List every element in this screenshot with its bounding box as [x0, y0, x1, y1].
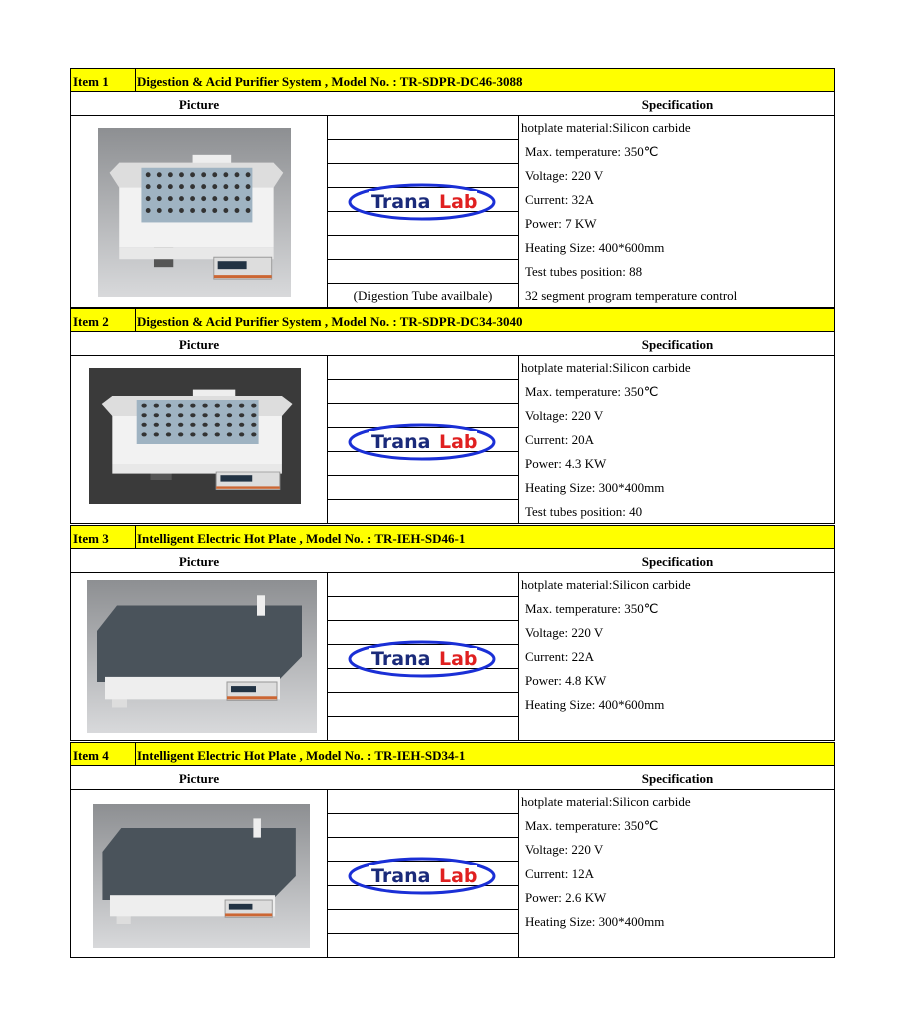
- divider: [135, 69, 136, 91]
- middle-cell: [328, 380, 518, 404]
- tranalab-logo: [347, 856, 497, 896]
- spec-line: Test tubes position: 40: [525, 504, 643, 519]
- item-body: [70, 116, 835, 308]
- item-header: [70, 525, 835, 549]
- spec-line: Power: 2.6 KW: [525, 890, 607, 905]
- picture-header: Picture: [178, 337, 220, 352]
- svg-text:Trana: Trana: [371, 648, 431, 670]
- middle-cell: [328, 116, 518, 140]
- item-number: Item 4: [73, 748, 109, 763]
- tranalab-logo: [347, 182, 497, 222]
- svg-text:Trana: Trana: [371, 191, 431, 213]
- spec-line: Test tubes position: 88: [525, 264, 643, 279]
- spec-line: Voltage: 220 V: [525, 408, 604, 423]
- middle-cell: [328, 693, 518, 717]
- middle-cell: [328, 236, 518, 260]
- item-number: Item 2: [73, 314, 109, 329]
- item-title: Digestion & Acid Purifier System , Model No. : TR-SDPR-DC34-3040: [137, 314, 523, 329]
- spec-line: Current: 32A: [525, 192, 594, 207]
- middle-cell: [328, 500, 518, 524]
- spec-line: Power: 4.8 KW: [525, 673, 607, 688]
- spec-line: Current: 12A: [525, 866, 594, 881]
- spec-line: Power: 7 KW: [525, 216, 597, 231]
- product-photo: [98, 128, 291, 297]
- svg-text:Trana: Trana: [371, 865, 431, 887]
- svg-text:Lab: Lab: [439, 648, 478, 670]
- column-headers: [70, 332, 835, 356]
- item-number: Item 1: [73, 74, 109, 89]
- spec-line: Current: 20A: [525, 432, 594, 447]
- spec-line: Heating Size: 300*400mm: [525, 480, 665, 495]
- middle-cell: [328, 934, 518, 958]
- middle-cell: [328, 717, 518, 741]
- column-headers: [70, 549, 835, 573]
- tranalab-logo: [347, 422, 497, 462]
- product-photo: [89, 368, 301, 504]
- specification-header: Specification: [641, 771, 714, 786]
- spec-line: Voltage: 220 V: [525, 625, 604, 640]
- spec-line: Max. temperature: 350℃: [525, 384, 659, 399]
- specification-header: Specification: [641, 97, 714, 112]
- product-photo: [93, 804, 310, 948]
- spec-line: Current: 22A: [525, 649, 594, 664]
- spec-line: Voltage: 220 V: [525, 842, 604, 857]
- spec-line: hotplate material:Silicon carbide: [521, 794, 691, 809]
- item-body: [70, 356, 835, 524]
- spec-line: hotplate material:Silicon carbide: [521, 360, 691, 375]
- column-headers: [70, 766, 835, 790]
- item-body: [70, 573, 835, 741]
- divider: [135, 526, 136, 548]
- divider: [135, 309, 136, 331]
- spec-line: Heating Size: 400*600mm: [525, 240, 665, 255]
- spec-line: Max. temperature: 350℃: [525, 818, 659, 833]
- spec-line: Heating Size: 300*400mm: [525, 914, 665, 929]
- spec-line: Max. temperature: 350℃: [525, 144, 659, 159]
- spec-line: Max. temperature: 350℃: [525, 601, 659, 616]
- middle-cell: [328, 140, 518, 164]
- specification-header: Specification: [641, 337, 714, 352]
- middle-cell: [328, 573, 518, 597]
- spec-line: Heating Size: 400*600mm: [525, 697, 665, 712]
- middle-cell: [328, 260, 518, 284]
- spec-line: Power: 4.3 KW: [525, 456, 607, 471]
- svg-text:Trana: Trana: [371, 431, 431, 453]
- product-photo: [87, 580, 317, 733]
- svg-text:Lab: Lab: [439, 865, 478, 887]
- item-title: Intelligent Electric Hot Plate , Model No. : TR-IEH-SD46-1: [137, 531, 466, 546]
- tube-note: (Digestion Tube availbale): [353, 288, 493, 303]
- middle-cell: [328, 356, 518, 380]
- picture-header: Picture: [178, 554, 220, 569]
- item-number: Item 3: [73, 531, 109, 546]
- column-headers: [70, 92, 835, 116]
- specification-header: Specification: [641, 554, 714, 569]
- middle-cell: [328, 814, 518, 838]
- picture-header: Picture: [178, 771, 220, 786]
- divider: [135, 743, 136, 765]
- spec-line: hotplate material:Silicon carbide: [521, 120, 691, 135]
- picture-header: Picture: [178, 97, 220, 112]
- middle-cell: [328, 910, 518, 934]
- item-header: [70, 68, 835, 92]
- middle-cell: [328, 476, 518, 500]
- spec-line: Voltage: 220 V: [525, 168, 604, 183]
- spec-line: hotplate material:Silicon carbide: [521, 577, 691, 592]
- item-header: [70, 742, 835, 766]
- svg-text:Lab: Lab: [439, 431, 478, 453]
- item-header: [70, 308, 835, 332]
- spec-line: 32 segment program temperature control: [525, 288, 738, 303]
- middle-cell: [328, 790, 518, 814]
- middle-cell: [328, 597, 518, 621]
- item-title: Intelligent Electric Hot Plate , Model No. : TR-IEH-SD34-1: [137, 748, 466, 763]
- item-title: Digestion & Acid Purifier System , Model No. : TR-SDPR-DC46-3088: [137, 74, 523, 89]
- svg-text:Lab: Lab: [439, 191, 478, 213]
- tranalab-logo: [347, 639, 497, 679]
- item-body: [70, 790, 835, 958]
